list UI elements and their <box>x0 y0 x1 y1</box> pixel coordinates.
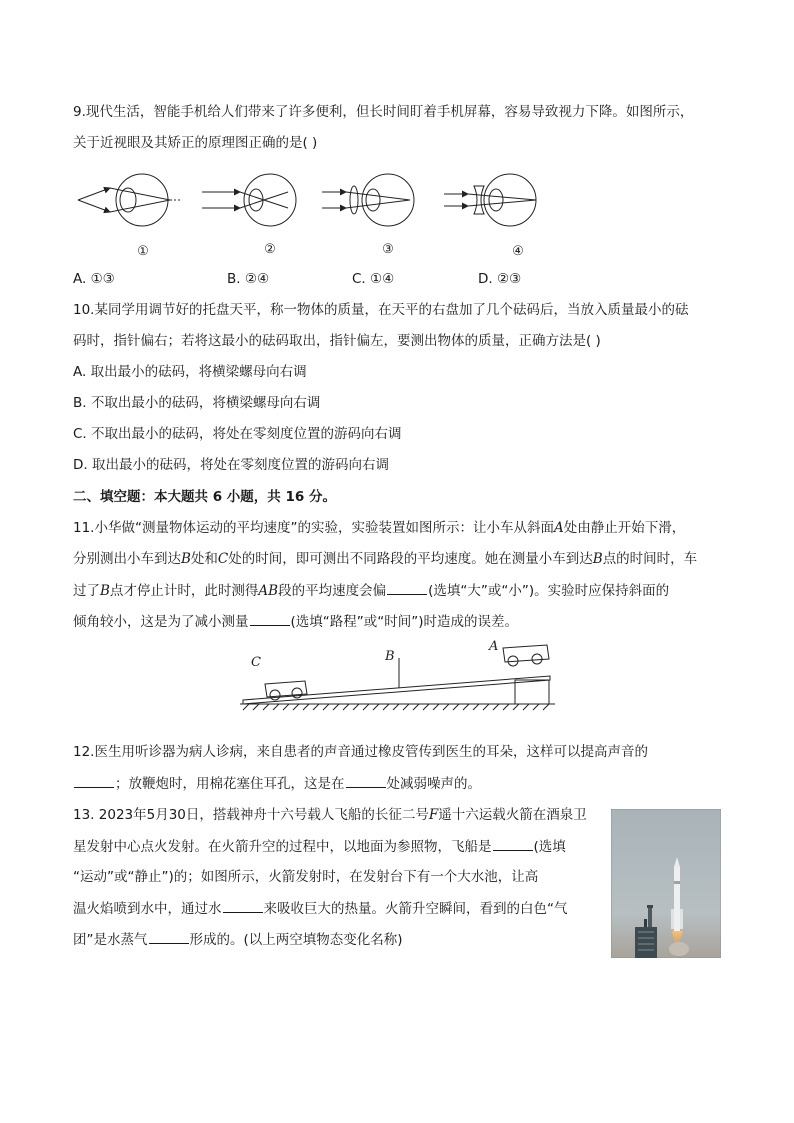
q11-var: B <box>181 551 191 567</box>
support-block <box>515 680 549 704</box>
q11-text: 点的时间时，车 <box>602 551 698 567</box>
q13-line4 <box>73 898 568 919</box>
q13-line3: “运动”或“静止”)的；如图所示，火箭发射时，在发射台下有一个大水池，让高 <box>73 869 539 885</box>
q11-var: B <box>100 583 110 599</box>
eye-label-3: ③ <box>382 242 394 257</box>
q10-line1: 10.某同学用调节好的托盘天平，称一物体的质量，在天平的右盘加了几个砝码后，当放入质量最小的砝 <box>73 302 689 318</box>
q11-text: 处和 <box>190 551 218 567</box>
q11-text: 分别测出小车到达 <box>73 551 181 567</box>
q11-text: 处由静止开始下滑， <box>563 520 686 536</box>
cart-c <box>265 681 307 700</box>
q10-option-c[interactable]: C. 不取出最小的砝码，将处在零刻度位置的游码向右调 <box>73 426 402 442</box>
q13-text: 来吸收巨大的热量。火箭升空瞬间，看到的白色“气 <box>263 901 568 917</box>
q11-text: 倾角较小，这是为了减小测量 <box>73 614 249 630</box>
rocket-launch-photo <box>611 809 721 958</box>
q11-line1 <box>73 518 685 538</box>
q11-line3 <box>73 580 669 601</box>
section2-title: 二、填空题：本大题共 6 小题，共 16 分。 <box>73 489 336 505</box>
eye-diagram-1 <box>78 174 180 226</box>
q9-option-b[interactable]: B. ②④ <box>227 271 270 287</box>
q11-text: (选填“大”或“小”)。实验时应保持斜面的 <box>428 583 670 599</box>
q12-text: 处减弱噪声的。 <box>386 776 481 792</box>
q13-text: 团”是水蒸气 <box>73 932 148 948</box>
q13-text: 遥十六运载火箭在酒泉卫 <box>438 807 587 823</box>
q10-option-d[interactable]: D. 取出最小的砝码，将处在零刻度位置的游码向右调 <box>73 457 389 473</box>
eye-label-2: ② <box>264 242 276 257</box>
q11-line2 <box>73 549 697 569</box>
ground-hatch <box>243 704 549 710</box>
q9-line2: 关于近视眼及其矫正的原理图正确的是( ) <box>73 135 318 151</box>
incline-diagram <box>235 638 565 718</box>
q11-var: B <box>592 551 603 567</box>
q13-var: F <box>428 807 439 823</box>
label-b: B <box>385 649 395 664</box>
q11-var: A <box>553 520 564 536</box>
q13-text: 温火焰喷到水中，通过水 <box>73 901 222 917</box>
q10-line2: 码时，指针偏右；若将这最小的砝码取出，指针偏左，要测出物体的质量，正确方法是( ) <box>73 333 601 349</box>
q13-line1 <box>73 805 587 825</box>
q13-line5 <box>73 929 403 950</box>
q12-blank-1[interactable] <box>74 773 114 788</box>
q9-line1: 9.现代生活，智能手机给人们带来了许多便利，但长时间盯着手机屏幕，容易导致视力下降。如图所示， <box>73 104 694 120</box>
q11-text: 过了 <box>73 583 100 599</box>
q13-blank-1[interactable] <box>493 836 533 851</box>
q13-text: (选填 <box>533 839 566 855</box>
q12-line2 <box>73 773 481 794</box>
q11-var: AB <box>258 583 279 599</box>
q9-option-a[interactable]: A. ①③ <box>73 271 115 287</box>
eye-diagram-4 <box>444 174 536 226</box>
q12-line1: 12.医生用听诊器为病人诊病，来自患者的声音通过橡皮管传到医生的耳朵，这样可以提高声音的 <box>73 744 648 760</box>
q12-blank-2[interactable] <box>346 773 386 788</box>
q11-text: 处的时间，即可测出不同路段的平均速度。她在测量小车到达 <box>228 551 593 567</box>
q11-line4 <box>73 611 518 632</box>
q13-blank-2[interactable] <box>223 898 263 913</box>
slope <box>243 676 550 704</box>
eye-diagram-3 <box>322 174 414 226</box>
q12-text: ；放鞭炮时，用棉花塞住耳孔，这是在 <box>115 776 345 792</box>
q11-var: C <box>217 551 229 567</box>
eye-label-1: ① <box>137 244 149 259</box>
eye-diagram-2 <box>202 174 296 226</box>
q13-text: 13. 2023年5月30日，搭载神舟十六号载人飞船的长征二号 <box>73 807 429 823</box>
q9-option-d[interactable]: D. ②③ <box>478 271 522 287</box>
q13-blank-3[interactable] <box>149 929 189 944</box>
eye-diagrams <box>70 160 560 260</box>
eye-label-4: ④ <box>512 244 524 259</box>
q11-blank-1[interactable] <box>387 580 427 595</box>
q11-text: 点才停止计时，此时测得 <box>109 583 259 599</box>
cart-a <box>503 645 549 666</box>
q13-text: 星发射中心点火发射。在火箭升空的过程中，以地面为参照物，飞船是 <box>73 839 492 855</box>
q11-text: 11.小华做“测量物体运动的平均速度”的实验，实验装置如图所示：让小车从斜面 <box>73 520 554 536</box>
q11-text: 段的平均速度会偏 <box>278 583 387 599</box>
q10-option-a[interactable]: A. 取出最小的砝码，将横梁螺母向右调 <box>73 364 307 380</box>
label-a: A <box>489 639 499 654</box>
q9-option-c[interactable]: C. ①④ <box>352 271 395 287</box>
q10-option-b[interactable]: B. 不取出最小的砝码，将横梁螺母向右调 <box>73 395 321 411</box>
q13-line2 <box>73 836 566 857</box>
label-c: C <box>251 655 261 670</box>
q11-text: (选填“路程”或“时间”)时造成的误差。 <box>290 614 519 630</box>
q13-text: 形成的。(以上两空填物态变化名称) <box>189 932 403 948</box>
q11-blank-2[interactable] <box>250 611 290 626</box>
